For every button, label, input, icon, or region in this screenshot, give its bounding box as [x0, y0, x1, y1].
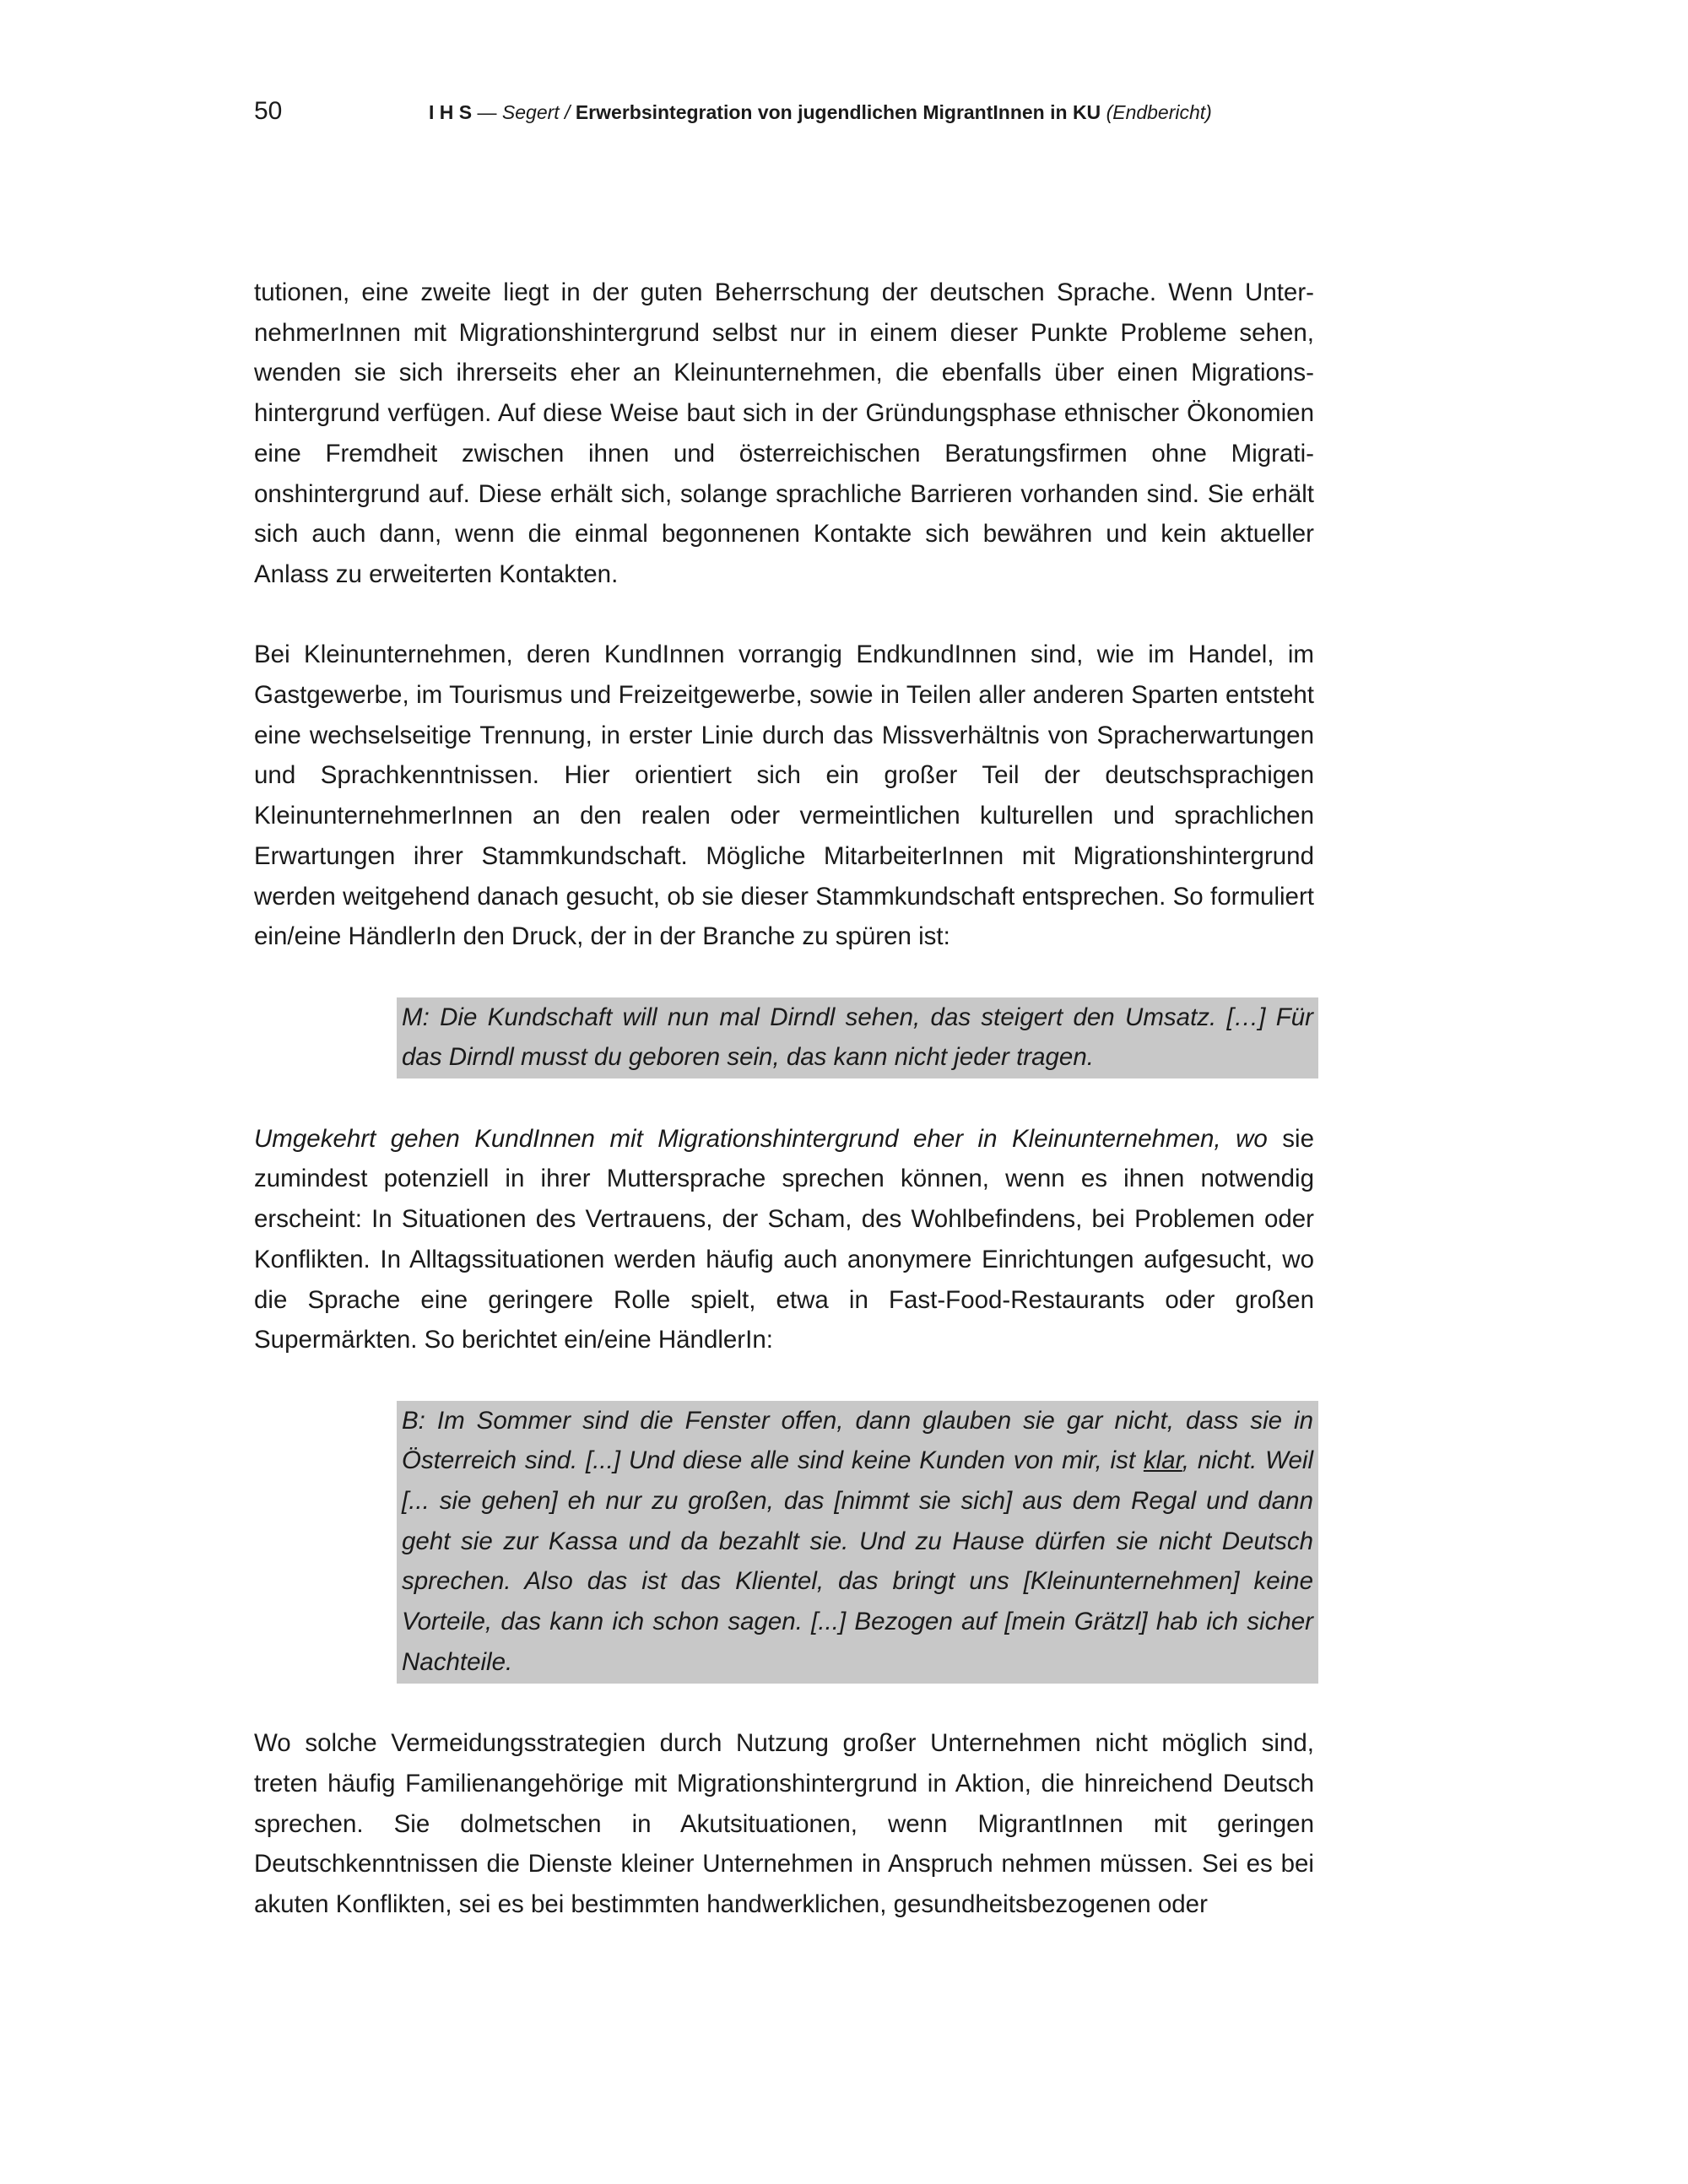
- page-number: 50: [254, 97, 283, 125]
- paragraph-3-italic: Umgekehrt gehen KundInnen mit Migrationshintergrund eher in Kleinunternehmen, wo: [254, 1124, 1268, 1153]
- header-author: Segert /: [501, 101, 571, 123]
- header-org: I H S: [429, 101, 473, 123]
- paragraph-2: Bei Kleinunternehmen, deren KundInnen vorrangig EndkundInnen sind, wie im Handel, im Gastgewerbe, im Tourismus und Freizeitgewerbe, sowie in Teilen aller anderen Sparten entsteht eine wechselseitige Trennung, in erster Linie durch das Missverhältnis von Spracherwartungen und Sprachkenntnissen. Hier orientiert sich ein großer Teil der deutschsprachigen KleinunternehmerInnen an den realen oder vermeintlichen kulturellen und sprachlichen Erwartungen ihrer Stammkundschaft. Mögliche MitarbeiterInnen mit Migrationshintergrund werden weitgehend danach gesucht, ob sie dieser Stammkundschaft entsprechen. So formuliert ein/eine HändlerIn den Druck, der in der Branche zu spüren ist:: [254, 641, 1314, 951]
- quote-2-part-a: B: Im Sommer sind die Fenster offen, dann glauben sie gar nicht, dass sie in Österreich sind. [...] Und diese alle sind keine Kunden von mir, ist: [402, 1406, 1313, 1475]
- quote-2-part-b: , nicht. Weil [... sie gehen] eh nur zu großen, das [nimmt sie sich] aus dem Regal und dann geht sie zur Kassa und da bezahlt sie. Und zu Hause dürfen sie nicht Deutsch sprechen. Also das ist das Klientel, das bringt uns [Kleinunternehmen] keine Vorteile, das kann ich schon sagen. [...] Bezogen auf [mein Grätzl] hab ich sicher Nachteile.: [402, 1446, 1313, 1676]
- paragraph-1: tutionen, eine zweite liegt in der guten Beherrschung der deutschen Sprache. Wenn UnternehmerInnen mit Migrationshintergrund selbst nur in einem dieser Punkte Probleme sehen, wenden sie sich ihrerseits eher an Kleinunternehmen, die ebenfalls über einen Migrationshintergrund verfügen. Auf diese Weise baut sich in der Gründungsphase ethnischer Ökonomien eine Fremdheit zwischen ihnen und österreichischen Beratungsfirmen ohne Migrationshintergrund auf. Diese erhält sich, solange sprachliche Barrieren vorhanden sind. Sie erhält sich auch dann, wenn die einmal begonnenen Kontakte sich bewähren und kein aktueller Anlass zu erweiterten Kontakten.: [254, 278, 1314, 588]
- header-status: (Endbericht): [1106, 101, 1212, 123]
- paragraph-3-rest: sie zumindest potenziell in ihrer Muttersprache sprechen können, wenn es ihnen notwendig erscheint: In Situationen des Vertrauens, der Scham, des Wohlbefindens, bei Problemen oder Konflikten. In Alltagssituationen werden häufig auch anonymere Einrichtungen aufgesucht, wo die Sprache eine geringere Rolle spielt, etwa in Fast-Food-Restaurants oder großen Supermärkten. So berichtet ein/eine HändlerIn:: [254, 1124, 1314, 1354]
- header-dash: —: [472, 101, 502, 123]
- interview-quote-1: M: Die Kundschaft will nun mal Dirndl sehen, das steigert den Umsatz. […] Für das Dirndl musst du geboren sein, das kann nicht jeder tragen.: [397, 997, 1318, 1078]
- quote-2-underlined-word: klar: [1143, 1446, 1182, 1475]
- paragraph-4: Wo solche Vermeidungsstrategien durch Nutzung großer Unternehmen nicht möglich sind, treten häufig Familienangehörige mit Migrationshintergrund in Aktion, die hinreichend Deutsch sprechen. Sie dolmetschen in Akutsituationen, wenn MigrantInnen mit geringen Deutschkenntnissen die Dienste kleiner Unternehmen in Anspruch nehmen müssen. Sei es bei akuten Konflikten, sei es bei bestimmten handwerklichen, gesundheitsbezogenen oder: [254, 1729, 1314, 1919]
- body-text: [254, 273, 1314, 1925]
- paragraph-3: [254, 1119, 1314, 1360]
- header-title: Erwerbsintegration von jugendlichen MigrantInnen in KU: [570, 101, 1106, 123]
- interview-quote-2: [397, 1401, 1318, 1684]
- running-header: [429, 98, 1526, 127]
